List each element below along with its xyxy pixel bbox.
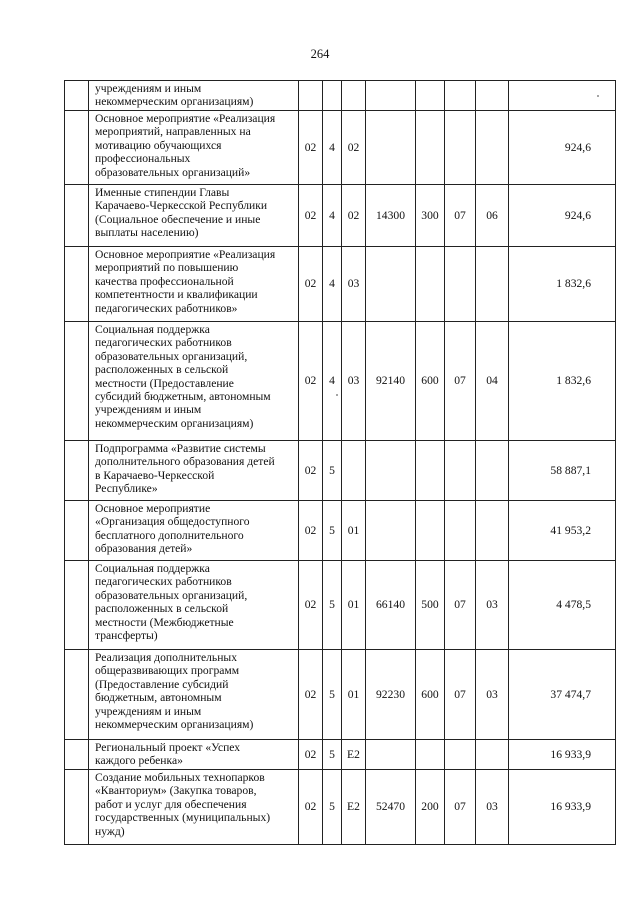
index-cell — [65, 81, 89, 111]
direction-code-cell — [366, 81, 416, 111]
direction-code-cell — [366, 111, 416, 185]
amount-cell: 58 887,1 — [509, 441, 616, 501]
section-cell — [445, 111, 476, 185]
item-name-cell: Социальная поддержка педагогических работников образовательных организаций, расположенных в сельской местности (Предоставление субсидий бюджетным, автономным учреждениям и иным некоммерческим организациям) — [89, 322, 299, 441]
subprogram-code-cell: 5 — [323, 501, 342, 561]
index-cell — [65, 501, 89, 561]
index-cell — [65, 247, 89, 322]
section-cell: 07 — [445, 770, 476, 845]
subsection-cell: 03 — [476, 650, 509, 740]
amount-cell: 1 832,6 — [509, 322, 616, 441]
index-cell — [65, 111, 89, 185]
subprogram-code-cell: 5 — [323, 770, 342, 845]
amount-cell: 41 953,2 — [509, 501, 616, 561]
program-code-cell: 02 — [299, 185, 323, 247]
program-code-cell: 02 — [299, 501, 323, 561]
subprogram-code-cell: 5 — [323, 441, 342, 501]
item-name-cell: учреждениям и иным некоммерческим организациям) — [89, 81, 299, 111]
item-name-cell: Основное мероприятие «Организация общедоступного бесплатного дополнительного образования детей» — [89, 501, 299, 561]
subprogram-code-cell: 5 — [323, 561, 342, 650]
expense-type-cell: 600 — [416, 322, 445, 441]
subprogram-code-cell: 5 — [323, 650, 342, 740]
subsection-cell: 03 — [476, 561, 509, 650]
direction-code-cell — [366, 247, 416, 322]
amount-cell: 16 933,9 — [509, 770, 616, 845]
table-row — [65, 247, 616, 322]
subsection-cell: 06 — [476, 185, 509, 247]
expense-type-cell: 300 — [416, 185, 445, 247]
section-cell — [445, 247, 476, 322]
subprogram-code-cell: 5 — [323, 740, 342, 770]
expense-type-cell — [416, 441, 445, 501]
expense-type-cell — [416, 81, 445, 111]
activity-code-cell: 01 — [342, 501, 366, 561]
amount-cell: 16 933,9 — [509, 740, 616, 770]
table-row — [65, 501, 616, 561]
table-row — [65, 441, 616, 501]
amount-cell: 924,6 — [509, 111, 616, 185]
direction-code-cell — [366, 740, 416, 770]
program-code-cell: 02 — [299, 247, 323, 322]
section-cell: 07 — [445, 561, 476, 650]
program-code-cell: 02 — [299, 561, 323, 650]
amount-cell: 924,6 — [509, 185, 616, 247]
index-cell — [65, 650, 89, 740]
budget-table — [64, 80, 616, 845]
index-cell — [65, 322, 89, 441]
table-row — [65, 561, 616, 650]
item-name-cell: Реализация дополнительных общеразвивающих программ (Предоставление субсидий бюджетным, автономным учреждениям и иным некоммерческим организациям) — [89, 650, 299, 740]
subprogram-code-cell: 4 — [323, 111, 342, 185]
activity-code-cell: 03 — [342, 322, 366, 441]
page-number: 264 — [310, 47, 330, 61]
table-row — [65, 650, 616, 740]
expense-type-cell — [416, 247, 445, 322]
activity-code-cell: E2 — [342, 770, 366, 845]
item-name-cell: Основное мероприятие «Реализация мероприятий, направленных на мотивацию обучающихся профессиональных образовательных организаций» — [89, 111, 299, 185]
activity-code-cell — [342, 441, 366, 501]
scan-speck — [597, 95, 599, 97]
subprogram-code-cell: 4 — [323, 185, 342, 247]
subprogram-code-cell: 4 — [323, 247, 342, 322]
expense-type-cell: 200 — [416, 770, 445, 845]
table-row — [65, 81, 616, 111]
program-code-cell: 02 — [299, 111, 323, 185]
subprogram-code-cell — [323, 81, 342, 111]
direction-code-cell: 66140 — [366, 561, 416, 650]
amount-cell: 4 478,5 — [509, 561, 616, 650]
subsection-cell — [476, 111, 509, 185]
expense-type-cell — [416, 740, 445, 770]
expense-type-cell: 600 — [416, 650, 445, 740]
subsection-cell — [476, 81, 509, 111]
direction-code-cell: 14300 — [366, 185, 416, 247]
activity-code-cell: 02 — [342, 111, 366, 185]
amount-cell — [509, 81, 616, 111]
table-row — [65, 770, 616, 845]
amount-cell: 1 832,6 — [509, 247, 616, 322]
subsection-cell — [476, 501, 509, 561]
table-row — [65, 740, 616, 770]
direction-code-cell: 52470 — [366, 770, 416, 845]
table-row — [65, 111, 616, 185]
program-code-cell: 02 — [299, 441, 323, 501]
item-name-cell: Региональный проект «Успех каждого ребенка» — [89, 740, 299, 770]
table-row — [65, 322, 616, 441]
table-row — [65, 185, 616, 247]
expense-type-cell — [416, 501, 445, 561]
activity-code-cell: E2 — [342, 740, 366, 770]
subsection-cell: 04 — [476, 322, 509, 441]
direction-code-cell — [366, 501, 416, 561]
program-code-cell — [299, 81, 323, 111]
expense-type-cell: 500 — [416, 561, 445, 650]
expense-type-cell — [416, 111, 445, 185]
activity-code-cell: 02 — [342, 185, 366, 247]
program-code-cell: 02 — [299, 650, 323, 740]
subsection-cell — [476, 740, 509, 770]
scan-speck — [336, 394, 338, 396]
direction-code-cell — [366, 441, 416, 501]
activity-code-cell: 03 — [342, 247, 366, 322]
item-name-cell: Социальная поддержка педагогических работников образовательных организаций, расположенных в сельской местности (Межбюджетные трансферты) — [89, 561, 299, 650]
index-cell — [65, 770, 89, 845]
index-cell — [65, 740, 89, 770]
amount-cell: 37 474,7 — [509, 650, 616, 740]
activity-code-cell: 01 — [342, 561, 366, 650]
index-cell — [65, 561, 89, 650]
item-name-cell: Именные стипендии Главы Карачаево-Черкесской Республики (Социальное обеспечение и иные выплаты населению) — [89, 185, 299, 247]
program-code-cell: 02 — [299, 322, 323, 441]
subsection-cell — [476, 247, 509, 322]
item-name-cell: Основное мероприятие «Реализация мероприятий по повышению качества профессиональной компетентности и квалификации педагогических работников» — [89, 247, 299, 322]
section-cell — [445, 441, 476, 501]
section-cell: 07 — [445, 322, 476, 441]
activity-code-cell: 01 — [342, 650, 366, 740]
section-cell: 07 — [445, 650, 476, 740]
index-cell — [65, 441, 89, 501]
direction-code-cell: 92230 — [366, 650, 416, 740]
item-name-cell: Создание мобильных технопарков «Кванториум» (Закупка товаров, работ и услуг для обеспечения государственных (муниципальных) нужд) — [89, 770, 299, 845]
section-cell — [445, 501, 476, 561]
index-cell — [65, 185, 89, 247]
subsection-cell — [476, 441, 509, 501]
section-cell — [445, 81, 476, 111]
activity-code-cell — [342, 81, 366, 111]
direction-code-cell: 92140 — [366, 322, 416, 441]
subprogram-code-cell: 4 — [323, 322, 342, 441]
item-name-cell: Подпрограмма «Развитие системы дополнительного образования детей в Карачаево-Черкесской Республике» — [89, 441, 299, 501]
section-cell: 07 — [445, 185, 476, 247]
section-cell — [445, 740, 476, 770]
program-code-cell: 02 — [299, 770, 323, 845]
subsection-cell: 03 — [476, 770, 509, 845]
program-code-cell: 02 — [299, 740, 323, 770]
